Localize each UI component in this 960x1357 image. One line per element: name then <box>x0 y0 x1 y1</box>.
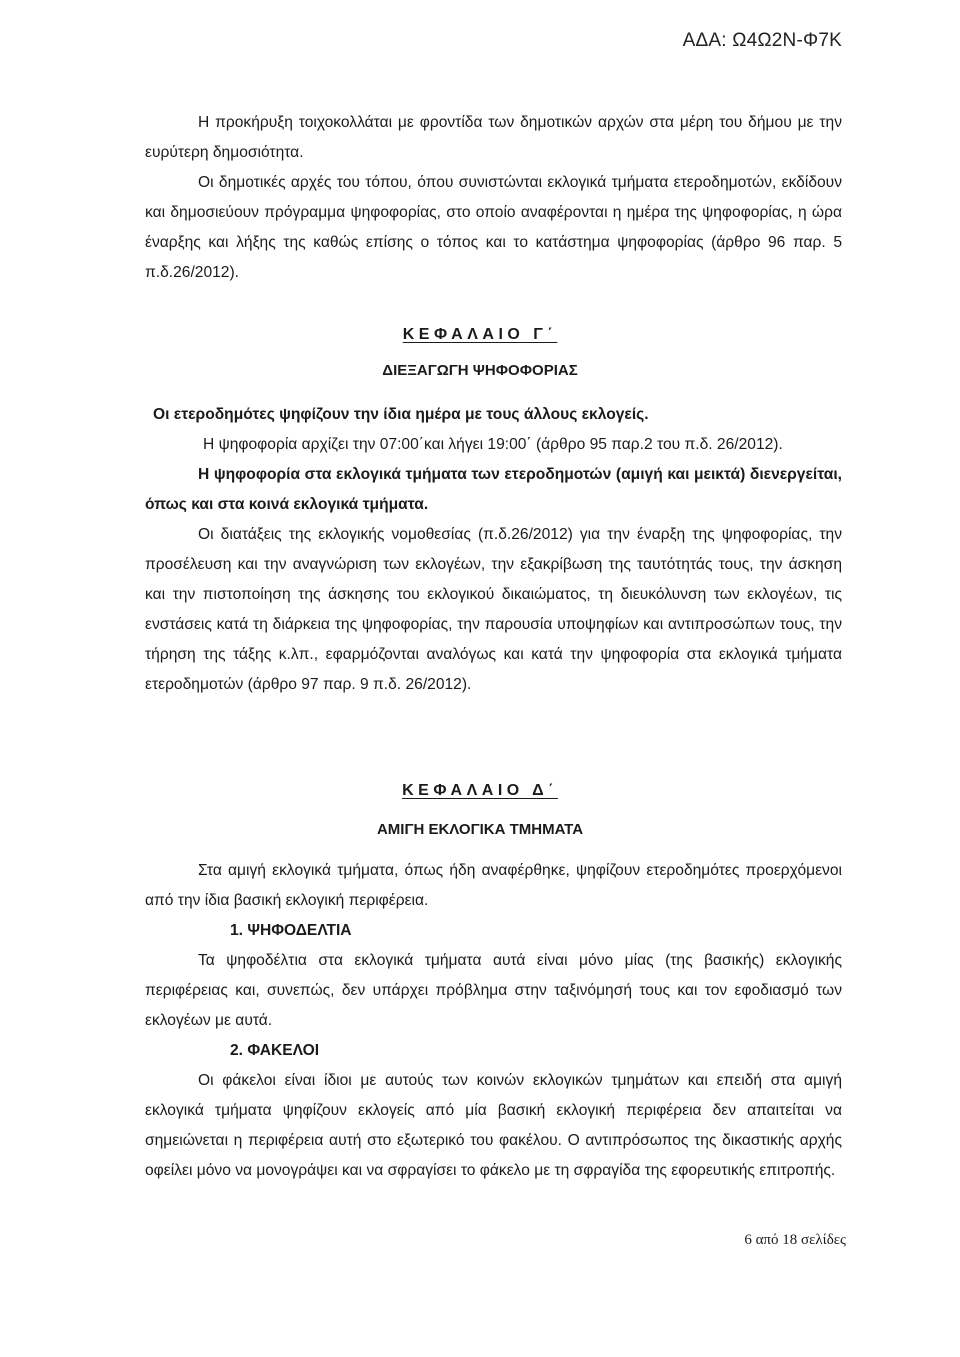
chapter-c-body <box>145 400 842 700</box>
item-1-title: 1. ΨΗΦΟΔΕΛΤΙΑ <box>230 922 352 939</box>
chapter-d-subtitle: ΑΜΙΓΗ ΕΚΛΟΓΙΚΑ ΤΜΗΜΑΤΑ <box>376 821 584 838</box>
item-1-text: Τα ψηφοδέλτια στα εκλογικά τμήματα αυτά είναι μόνο μίας (της βασικής) εκλογικής περιφέρειας και, συνεπώς, δεν υπάρχει πρόβλημα στην ταξινόμησή τους και τον εφοδιασμό των εκλογέων με αυτά. <box>145 952 842 1029</box>
chapter-c-paragraph-1: Οι ετεροδημότες ψηφίζουν την ίδια ημέρα με τους άλλους εκλογείς. <box>153 406 649 423</box>
intro-paragraph-2: Οι δημοτικές αρχές του τόπου, όπου συνιστώνται εκλογικά τμήματα ετεροδημοτών, εκδίδουν και δημοσιεύουν πρόγραμμα ψηφοφορίας, στο οποίο αναφέρονται η ημέρα της ψηφοφορίας, η ώρα έναρξης και λήξης της καθώς επίσης ο τόπος και το κατάστημα ψηφοφορίας (άρθρο 96 παρ. 5 π.δ.26/2012). <box>145 174 842 281</box>
chapter-c-title: ΚΕΦΑΛΑΙΟ Γ΄ <box>402 326 558 343</box>
chapter-d-paragraph-1: Στα αμιγή εκλογικά τμήματα, όπως ήδη αναφέρθηκε, ψηφίζουν ετεροδημότες προερχόμενοι από την ίδια βασική εκλογική περιφέρεια. <box>145 862 842 909</box>
page-number: 6 από 18 σελίδες <box>744 1232 846 1248</box>
chapter-c-paragraph-2: Η ψηφοφορία αρχίζει την 07:00΄και λήγει 19:00΄ (άρθρο 95 παρ.2 του π.δ. 26/2012). <box>203 436 783 453</box>
intro-section <box>145 108 842 288</box>
chapter-d-body <box>145 856 842 1186</box>
chapter-c-paragraph-4: Οι διατάξεις της εκλογικής νομοθεσίας (π.δ.26/2012) για την έναρξη της ψηφοφορίας, την προσέλευση και την αναγνώριση των εκλογέων, την εξακρίβωση της ταυτότητάς τους, την άσκηση και την πιστοποίηση της άσκησης του εκλογικού δικαιώματος, τη διευκόλυνση των εκλογέων, τις ενστάσεις κατά τη διάρκεια της ψηφοφορίας, την παρουσία υποψηφίων και αντιπροσώπων τους, την τήρηση της τάξης κ.λπ., εφαρμόζονται αναλόγως και κατά την ψηφοφορία στα εκλογικά τμήματα ετεροδημοτών (άρθρο 97 παρ. 9 π.δ. 26/2012). <box>145 526 842 693</box>
chapter-c-paragraph-3: Η ψηφοφορία στα εκλογικά τμήματα των ετεροδημοτών (αμιγή και μεικτά) διενεργείται, όπως και στα κοινά εκλογικά τμήματα. <box>145 466 842 513</box>
chapter-d-title: ΚΕΦΑΛΑΙΟ Δ΄ <box>402 782 558 799</box>
intro-paragraph-1: Η προκήρυξη τοιχοκολλάται με φροντίδα των δημοτικών αρχών στα μέρη του δήμου με την ευρύτερη δημοσιότητα. <box>145 114 842 161</box>
item-2-title: 2. ΦΑΚΕΛΟΙ <box>230 1042 320 1059</box>
ada-code: ΑΔΑ: Ω4Ω2Ν-Φ7Κ <box>682 30 842 51</box>
item-2-text: Οι φάκελοι είναι ίδιοι με αυτούς των κοινών εκλογικών τμημάτων και επειδή στα αμιγή εκλογικά τμήματα ψηφίζουν εκλογείς από μία βασική εκλογική περιφέρεια δεν απαιτείται να σημειώνεται η περιφέρεια αυτή στο εξωτερικό του φακέλου. Ο αντιπρόσωπος της δικαστικής αρχής οφείλει μόνο να μονογράψει και να σφραγίσει το φάκελο με τη σφραγίδα της εφορευτικής επιτροπής. <box>145 1072 842 1179</box>
chapter-c-subtitle: ΔΙΕΞΑΓΩΓΗ ΨΗΦΟΦΟΡΙΑΣ <box>382 362 578 379</box>
